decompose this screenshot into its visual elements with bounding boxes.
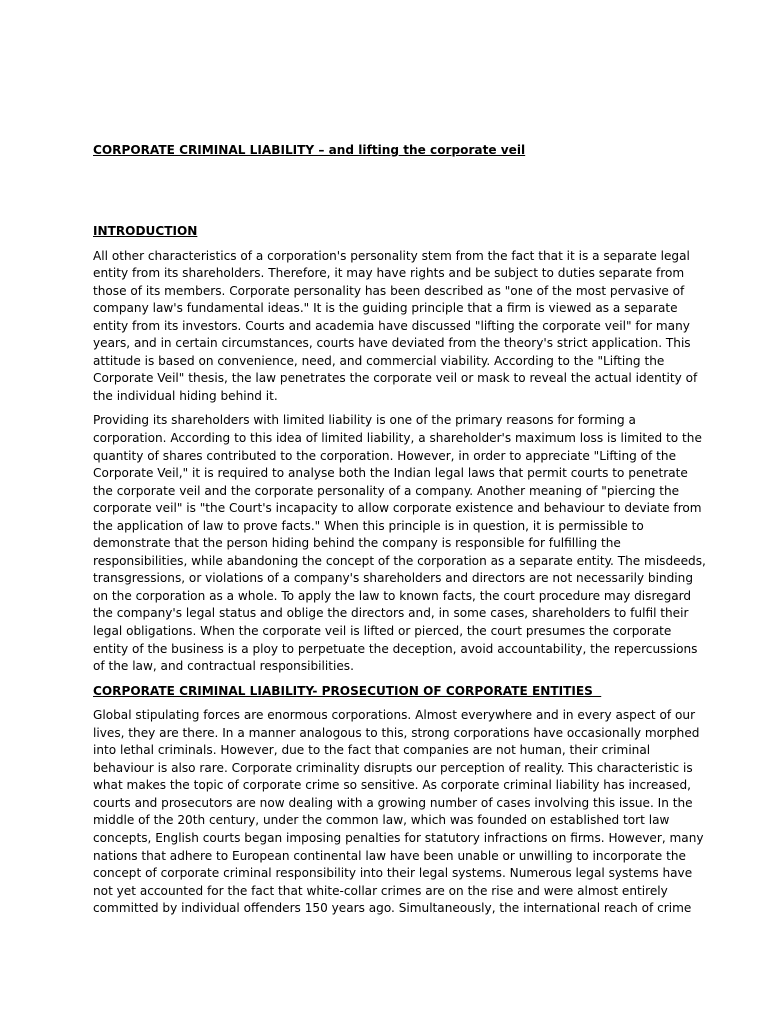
text-line: the corporate veil and the corporate personality of a company. Another meaning of "piercing the: [93, 483, 680, 498]
paragraph: [93, 707, 704, 918]
text-line: quantity of shares contributed to the corporation. However, in order to appreciate "Lifting of the: [93, 448, 677, 463]
section-introduction: [93, 223, 706, 676]
text-line: middle of the 20th century, under the common law, which was founded on established tort law: [93, 813, 670, 828]
text-line: not yet accounted for the fact that white-collar crimes are on the rise and were almost entirely: [93, 883, 668, 898]
paragraph: [93, 248, 698, 406]
text-line: courts and prosecutors are now dealing with a growing number of cases involving this issue. In the: [93, 795, 693, 810]
text-line: years, and in certain circumstances, courts have deviated from the theory's strict application. This: [93, 336, 691, 351]
text-line: the company's legal status and oblige the directors and, in some cases, shareholders to fulfil their: [93, 606, 689, 621]
text-line: transgressions, or violations of a company's shareholders and directors are not necessarily binding: [93, 571, 694, 586]
text-line: committed by individual offenders 150 years ago. Simultaneously, the international reach of crime: [93, 901, 692, 916]
text-line: attitude is based on convenience, need, and commercial viability. According to the "Lifting the: [93, 353, 665, 368]
text-line: entity from its shareholders. Therefore, it may have rights and be subject to duties separate from: [93, 266, 685, 281]
paragraph: [93, 412, 706, 675]
text-line: entity of the business is a ploy to perpetuate the deception, avoid accountability, the repercussions: [93, 641, 698, 656]
text-line: legal obligations. When the corporate veil is lifted or pierced, the court presumes the corporate: [93, 623, 672, 638]
text-line: nations that adhere to European continental law have been unable or unwilling to incorporate the: [93, 848, 686, 863]
text-line: corporation. According to this idea of limited liability, a shareholder's maximum loss is limited to the: [93, 430, 702, 445]
text-line: the application of law to prove facts." When this principle is in question, it is permissible to: [93, 518, 644, 533]
text-line: All other characteristics of a corporation's personality stem from the fact that it is a separate legal: [93, 248, 690, 263]
text-line: corporate veil" is "the Court's incapacity to allow corporate existence and behaviour to deviate from: [93, 501, 702, 516]
section-corporate-criminal-liability: [93, 683, 704, 918]
document-body: [93, 141, 706, 925]
text-line: Corporate Veil," it is required to analyse both the Indian legal laws that permit courts to penetrate: [93, 466, 688, 481]
text-line: the individual hiding behind it.: [93, 388, 278, 403]
text-line: into lethal criminals. However, due to the fact that companies are not human, their criminal: [93, 743, 651, 758]
text-line: Providing its shareholders with limited liability is one of the primary reasons for forming a: [93, 413, 636, 428]
text-line: entity from its investors. Courts and academia have discussed "lifting the corporate veil" for many: [93, 318, 690, 333]
section-heading: INTRODUCTION: [93, 224, 198, 238]
text-line: demonstrate that the person hiding behind the company is responsible for fulfilling the: [93, 536, 621, 551]
text-line: what makes the topic of corporate crime so sensitive. As corporate criminal liability has increased,: [93, 778, 691, 793]
text-line: company law's fundamental ideas." It is the guiding principle that a firm is viewed as a separate: [93, 301, 678, 316]
text-line: those of its members. Corporate personality has been described as "one of the most pervasive of: [93, 283, 685, 298]
text-line: of the law, and contractual responsibilities.: [93, 659, 354, 674]
text-line: behaviour is also rare. Corporate criminality disrupts our perception of reality. This characteristic is: [93, 760, 693, 775]
section-heading: CORPORATE CRIMINAL LIABILITY- PROSECUTION OF CORPORATE ENTITIES: [93, 683, 602, 698]
text-line: lives, they are there. In a manner analogous to this, strong corporations have occasionally morphed: [93, 725, 700, 740]
text-line: concepts, English courts began imposing penalties for statutory infractions on firms. However, many: [93, 830, 704, 845]
text-line: Global stipulating forces are enormous corporations. Almost everywhere and in every aspect of our: [93, 708, 696, 723]
text-line: responsibilities, while abandoning the concept of the corporation as a separate entity. The misdeeds,: [93, 553, 706, 568]
document-title: CORPORATE CRIMINAL LIABILITY – and lifting the corporate veil: [93, 143, 526, 157]
text-line: Corporate Veil" thesis, the law penetrates the corporate veil or mask to reveal the actual identity of: [93, 371, 698, 386]
text-line: concept of corporate criminal responsibility into their legal systems. Numerous legal systems have: [93, 866, 693, 881]
text-line: on the corporation as a whole. To apply the law to known facts, the court procedure may disregard: [93, 588, 692, 603]
